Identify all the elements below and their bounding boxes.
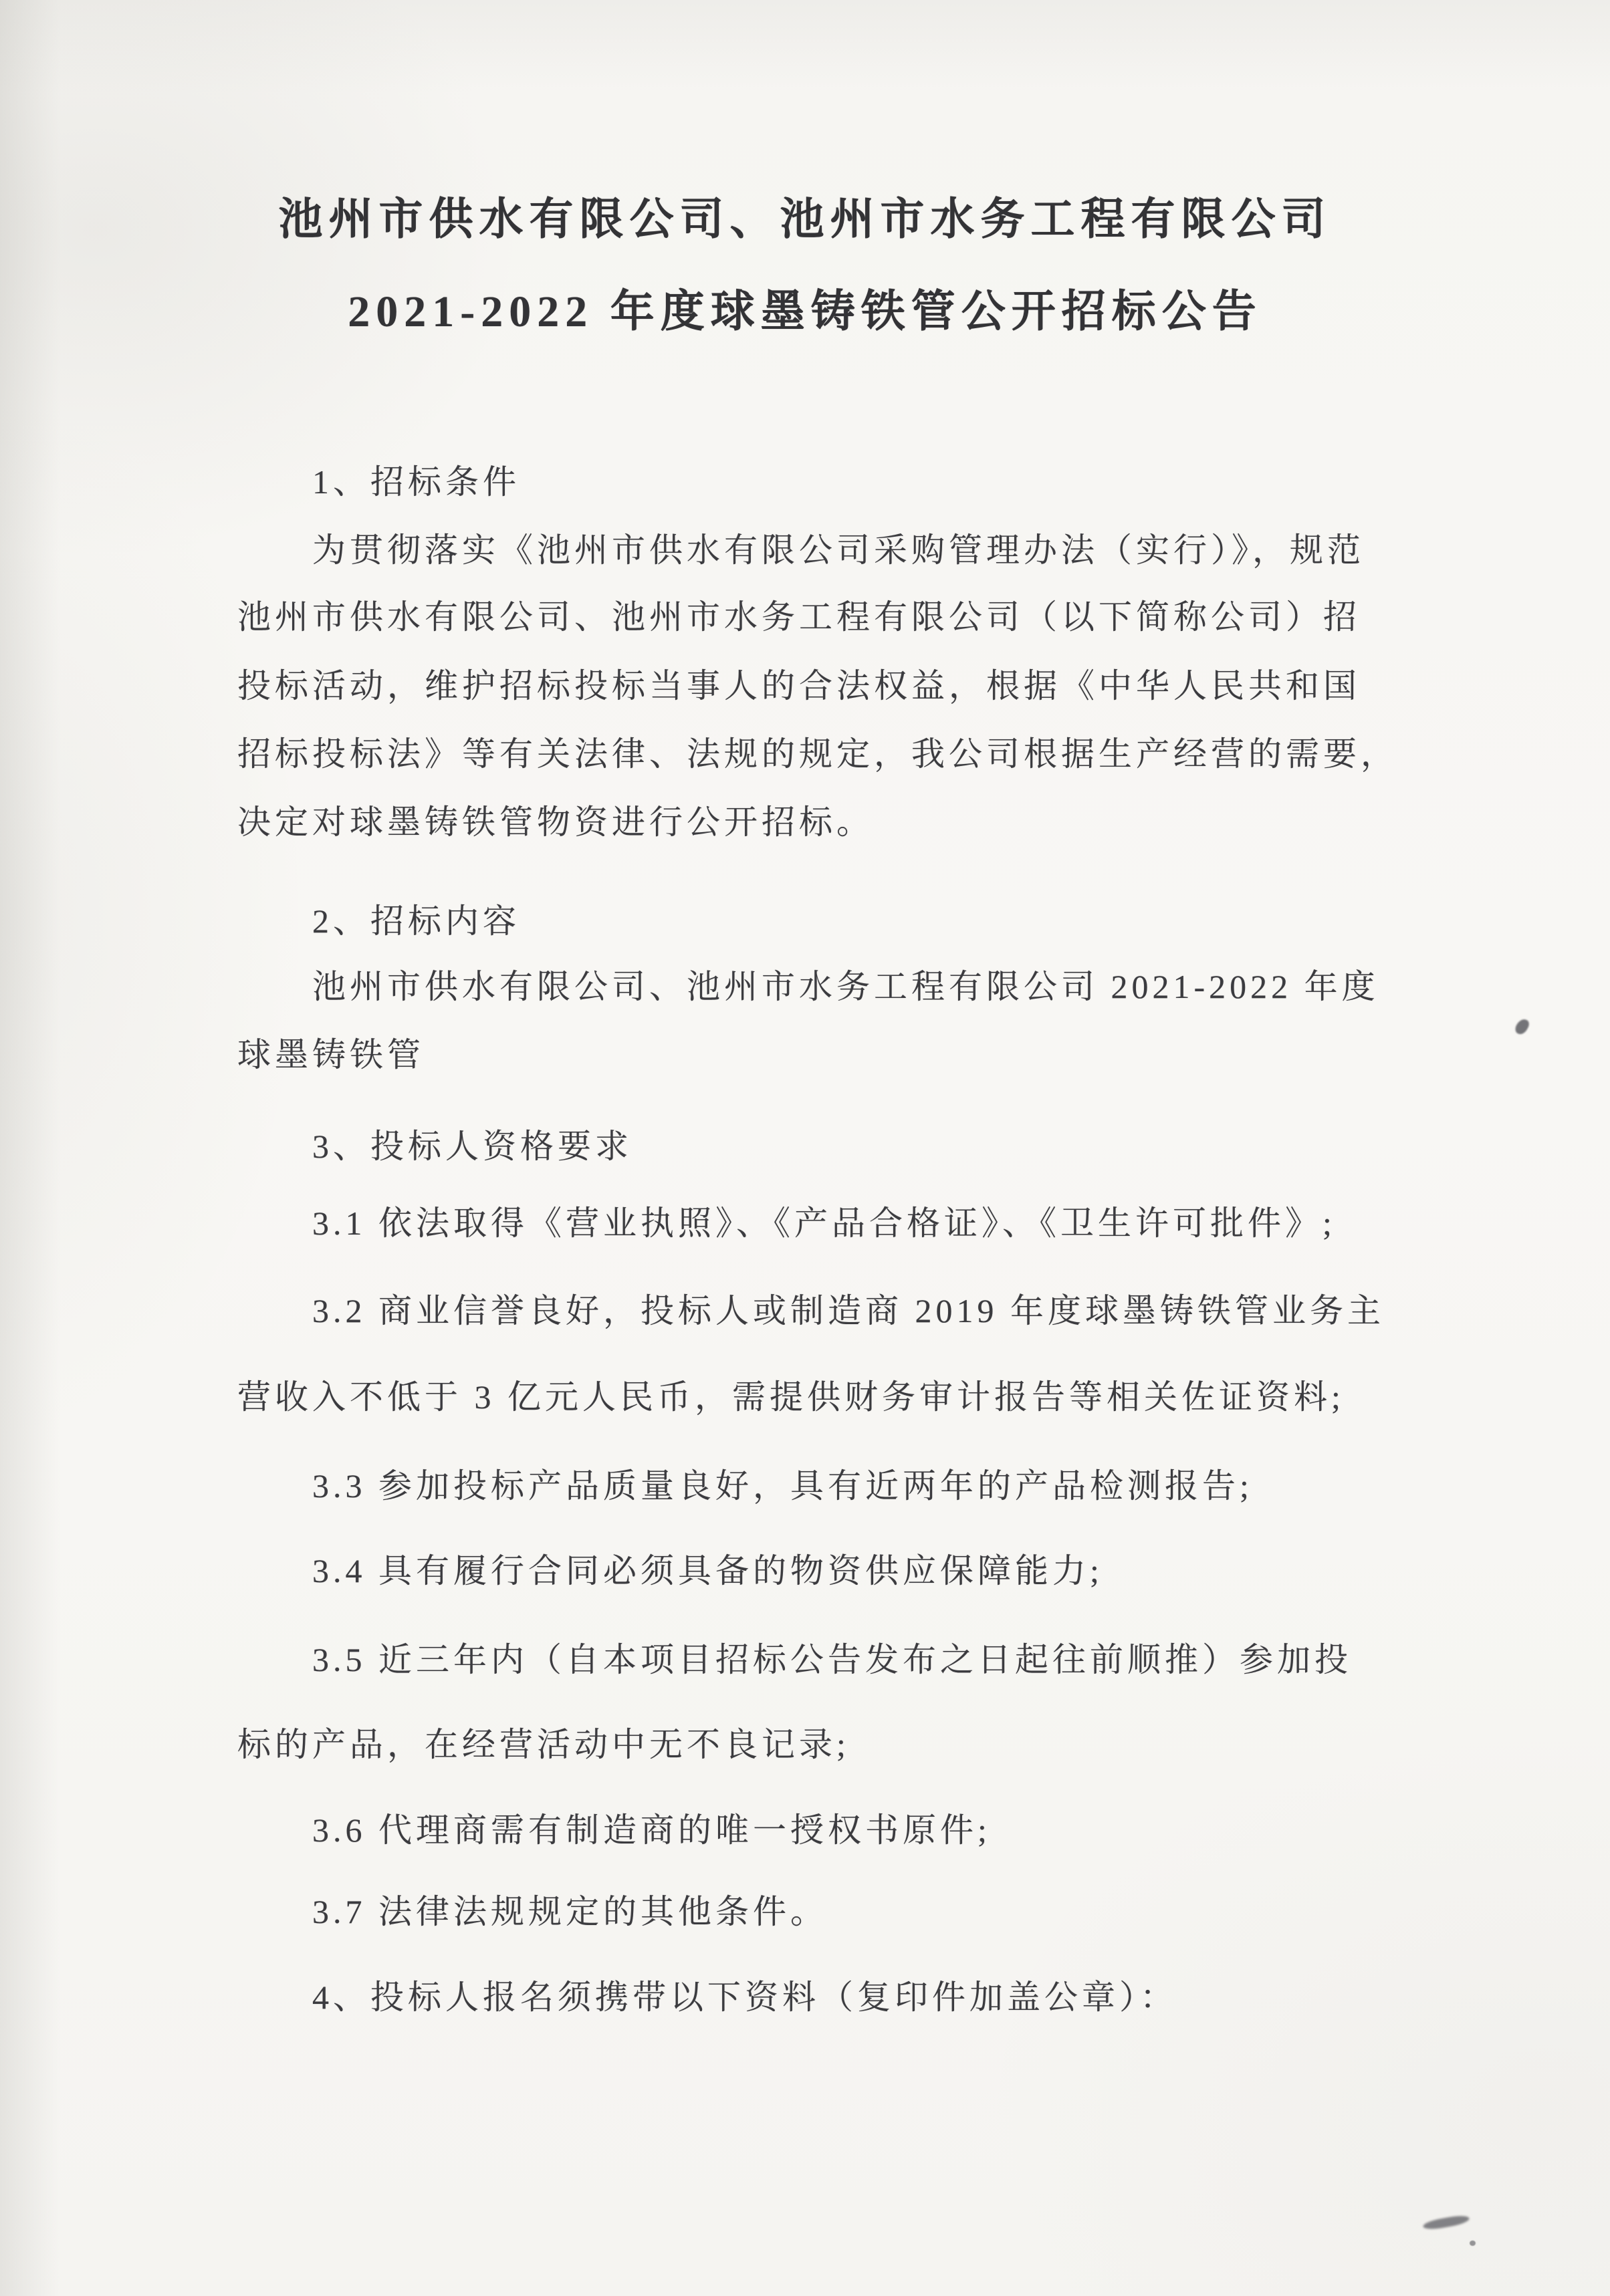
- document-title-line2: 2021-2022 年度球墨铸铁管公开招标公告: [348, 287, 1262, 336]
- ink-speck-small: [1470, 2241, 1476, 2246]
- document-title-line1: 池州市供水有限公司、池州市水务工程有限公司: [278, 195, 1332, 244]
- section1-para-line4: 招标投标法》等有关法律、法规的规定，我公司根据生产经营的需要，: [237, 735, 1398, 773]
- ink-smudge: [1422, 2214, 1470, 2231]
- section2-heading: 2、招标内容: [312, 902, 520, 940]
- section3-item-3-6: 3.6 代理商需有制造商的唯一授权书原件;: [312, 1811, 991, 1849]
- section1-para-line1: 为贯彻落实《池州市供水有限公司采购管理办法（实行）》，规范: [312, 531, 1365, 569]
- section3-item-3-7: 3.7 法律法规规定的其他条件。: [312, 1893, 828, 1930]
- section3-item-3-5-line1: 3.5 近三年内（自本项目招标公告发布之日起往前顺推）参加投: [312, 1641, 1352, 1678]
- section2-para-line1: 池州市供水有限公司、池州市水务工程有限公司 2021-2022 年度: [312, 968, 1379, 1005]
- section3-item-3-3: 3.3 参加投标产品质量良好，具有近两年的产品检测报告;: [312, 1467, 1253, 1505]
- scan-shadow-left: [0, 0, 60, 2296]
- section3-item-3-2-line1: 3.2 商业信誉良好，投标人或制造商 2019 年度球墨铸铁管业务主: [312, 1292, 1385, 1329]
- section2-para-line2: 球墨铸铁管: [237, 1036, 425, 1073]
- section3-item-3-5-line2: 标的产品，在经营活动中无不良记录;: [237, 1726, 850, 1763]
- section3-item-3-2-line2: 营收入不低于 3 亿元人民币，需提供财务审计报告等相关佐证资料;: [237, 1378, 1345, 1416]
- section1-para-line5: 决定对球墨铸铁管物资进行公开招标。: [237, 803, 874, 841]
- ink-speck: [1513, 1017, 1530, 1036]
- section3-item-3-4: 3.4 具有履行合同必须具备的物资供应保障能力;: [312, 1552, 1103, 1589]
- scan-shadow-top: [0, 0, 1610, 94]
- section3-heading: 3、投标人资格要求: [312, 1128, 632, 1165]
- section1-para-line3: 投标活动，维护招标投标当事人的合法权益，根据《中华人民共和国: [237, 667, 1361, 705]
- section4-heading: 4、投标人报名须携带以下资料（复印件加盖公章）：: [312, 1979, 1177, 2016]
- section1-para-line2: 池州市供水有限公司、池州市水务工程有限公司（以下简称公司）招: [237, 598, 1361, 636]
- section3-item-3-1: 3.1 依法取得《营业执照》、《产品合格证》、《卫生许可批件》;: [312, 1204, 1336, 1242]
- section1-heading: 1、招标条件: [312, 463, 520, 501]
